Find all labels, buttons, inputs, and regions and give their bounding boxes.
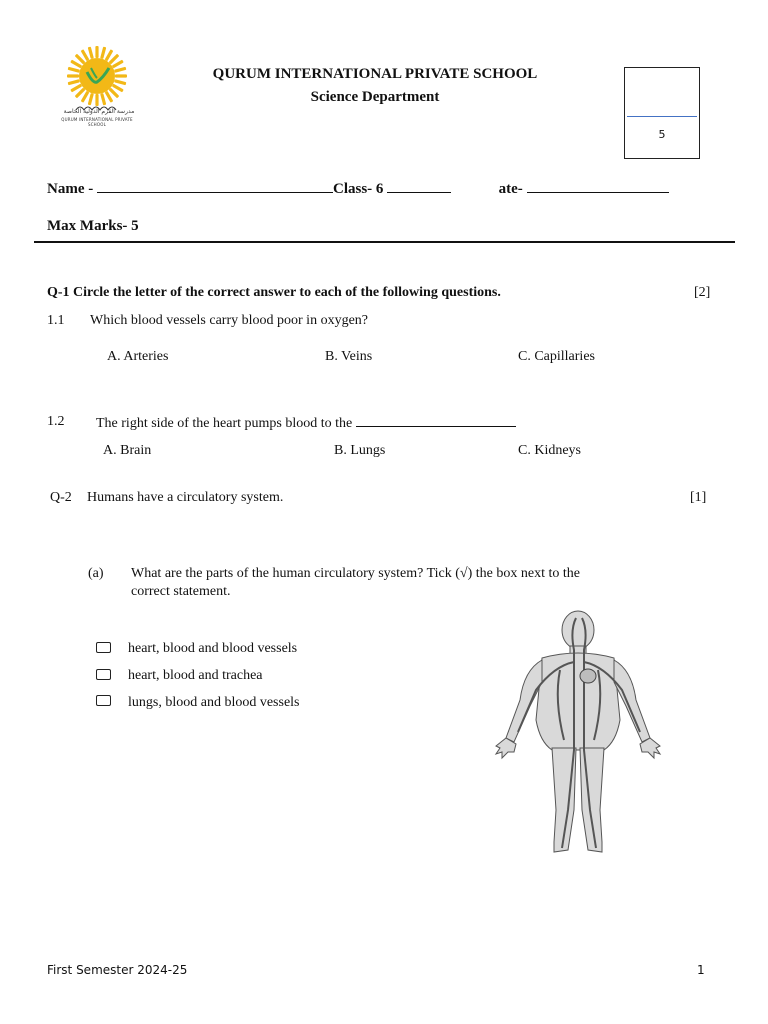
choice-1-label: heart, blood and blood vessels [128,641,298,656]
tick-box-2[interactable] [96,669,111,680]
date-label: ate- [498,181,523,197]
q1-2-text: The right side of the heart pumps blood to the [96,416,353,431]
score-total: 5 [658,128,666,141]
score-divider [627,116,697,117]
name-label: Name - [47,181,94,197]
q1-2-option-c[interactable]: C. Kidneys [518,443,581,458]
q1-2-option-a[interactable]: A. Brain [103,443,152,458]
footer-semester: First Semester 2024-25 [47,963,188,977]
name-field[interactable] [97,178,333,193]
school-name: QURUM INTERNATIONAL PRIVATE SCHOOL [212,66,538,82]
q1-1-option-a[interactable]: A. Arteries [107,349,169,364]
class-field[interactable] [387,178,451,193]
date-field[interactable] [527,178,669,193]
q1-heading: Q-1 Circle the letter of the correct answer to each of the following questions. [47,285,501,300]
header-divider [34,241,735,243]
student-info-row [47,178,669,198]
choice-2-label: heart, blood and trachea [128,668,263,683]
department-name: Science Department [310,89,440,105]
q1-2-question [96,414,516,432]
logo-english-text: QURUM INTERNATIONAL PRIVATE SCHOOL [61,117,133,127]
max-marks: Max Marks- 5 [47,218,139,234]
q1-1-option-c[interactable]: C. Capillaries [518,349,595,364]
q2-marks: [1] [690,490,707,505]
q1-2-number: 1.2 [47,414,65,429]
circulatory-system-diagram [484,610,704,860]
q1-marks: [2] [694,285,711,300]
page-number: 1 [697,963,705,977]
score-box[interactable] [624,67,700,159]
tick-box-3[interactable] [96,695,111,706]
q2a-label: (a) [88,566,104,581]
q1-1-number: 1.1 [47,313,65,328]
q1-2-option-b[interactable]: B. Lungs [334,443,386,458]
q1-1-option-b[interactable]: B. Veins [325,349,373,364]
q2a-line1: What are the parts of the human circulatory system? Tick (√) the box next to the [131,566,580,581]
q1-2-answer-blank[interactable] [356,414,516,427]
logo-arabic-text: مدرسة القرم الدولية الخاصة [63,108,135,115]
q2a-line2: correct statement. [131,584,231,599]
class-label: Class- 6 [332,181,384,197]
q2-text: Humans have a circulatory system. [87,490,284,505]
tick-box-1[interactable] [96,642,111,653]
q1-1-text: Which blood vessels carry blood poor in oxygen? [90,313,368,328]
choice-3-label: lungs, blood and blood vessels [128,695,300,710]
q2-label: Q-2 [50,490,72,505]
